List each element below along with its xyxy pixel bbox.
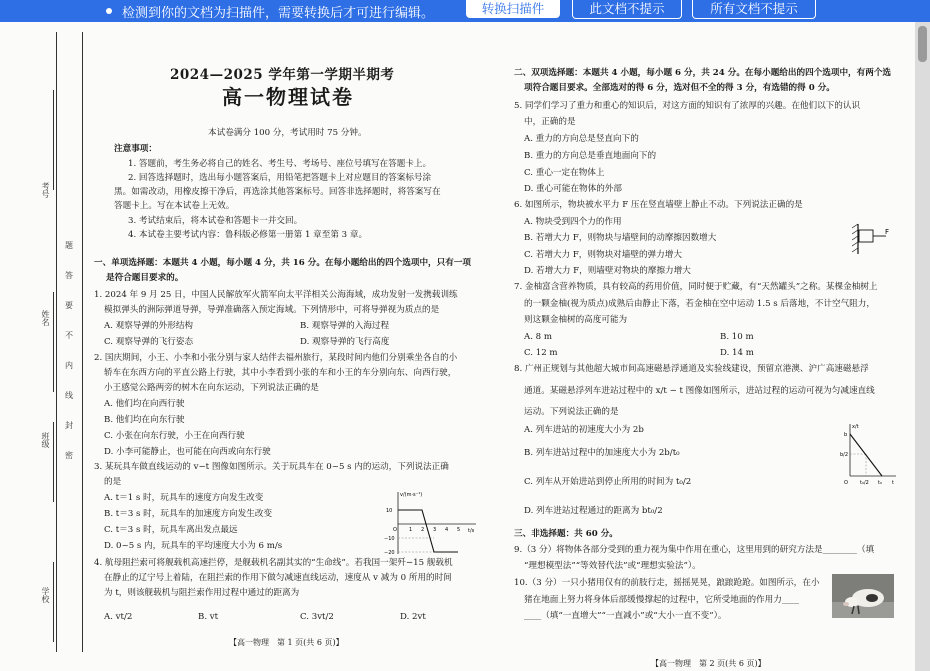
q3-ytick: 10 (386, 508, 393, 514)
q6-option-a: A. 物块受到四个力的作用 (524, 217, 622, 227)
q8-option-a: A. 列车进站的初速度大小为 2b (524, 425, 644, 435)
q7-stem: 则这颗金柚树的高度可能为 (524, 315, 628, 325)
name-underline (53, 292, 54, 392)
exam-subtitle: 本试卷满分 100 分，考试用时 75 分钟。 (208, 128, 367, 138)
q5-option-b: B. 重力的方向总是垂直地面向下的 (524, 151, 657, 161)
q4-option-b: B. vt (198, 612, 219, 622)
school-underline (53, 562, 54, 642)
page2-footer: 【高一物理 第 2 页(共 6 页)】 (651, 659, 766, 668)
q3-stem: 3. 某玩具车做直线运动的 v−t 图像如图所示。关于玩具车在 0~5 s 内的运动，下列说法正确 (94, 462, 449, 472)
binding-line-outer (56, 32, 57, 652)
seal-char: 内 (65, 361, 73, 370)
q5-stem: 中，正确的是 (524, 117, 576, 127)
q8-stem: 运动。下列说法正确的是 (524, 407, 619, 417)
q9-stem: 9.（3 分）将物体各部分受到的重力视为集中作用在重心，这里用到的研究方法是________（填 (514, 545, 875, 555)
q1-stem: 模拟弹头的洲际弹道导弹，导弹准确落入预定海域。下列情形中，可将导弹视为质点的是 (104, 305, 440, 315)
q6-option-c: C. 若增大力 F，则物块对墙壁的弹力增大 (524, 250, 682, 260)
q7-stem: 的一颗金柚(视为质点)成熟后由静止下落，若金柚在空中运动 1.5 s 后落地，不计空气阻力， (524, 299, 875, 309)
q2-option-c: C. 小张在向东行驶，小王在向西行驶 (104, 431, 245, 441)
exam-subject-title: 高一物理试卷 (222, 85, 354, 109)
q3-xtick: O (393, 527, 397, 533)
q3-xtick: 4 (445, 527, 449, 533)
class-label: 班级 (41, 432, 50, 448)
section1-heading-cont: 是符合题目要求的。 (106, 273, 184, 283)
q3-xtick: 1 (409, 527, 413, 533)
scrollbar-thumb[interactable] (918, 26, 927, 62)
note-line: 黑。如需改动，用橡皮擦干净后，再选涂其他答案标号。回答非选择题时，将答案写在 (114, 187, 441, 197)
q2-stem: 小王感觉公路两旁的树木在向东运动，下列说法正确的是 (104, 383, 319, 393)
exam-no-label: 考号 (41, 182, 50, 198)
q3-option-d: D. 0~5 s 内，玩具车的平均速度大小为 6 m/s (104, 541, 283, 551)
q7-stem: 7. 金柚富含营养物质，具有较高的药用价值，同时便于贮藏，有“天然罐头”之称。某棵金柚树上 (514, 282, 878, 292)
q8-label-t0: t₀ (878, 480, 882, 486)
q8-label-origin: O (844, 480, 848, 486)
exam-page (0, 22, 915, 671)
seal-char: 答 (65, 271, 73, 280)
q3-option-b: B. t＝3 s 时，玩具车的加速度方向发生改变 (104, 509, 273, 519)
section3-heading: 三、非选择题：共 60 分。 (514, 529, 618, 539)
convert-scan-button[interactable]: 转换扫描件 (466, 0, 560, 18)
page1-footer: 【高一物理 第 1 页(共 6 页)】 (229, 638, 344, 647)
school-label: 学校 (41, 587, 50, 603)
q1-option-a: A. 观察导弹的外形结构 (104, 321, 194, 331)
q6-force-label: F (885, 228, 890, 236)
q3-xtick: 5 (457, 527, 461, 533)
q9-stem: “理想模型法”“等效替代法”或“理想实验法”）。 (524, 561, 701, 571)
q5-option-d: D. 重心可能在物体的外部 (524, 184, 622, 194)
scan-notice-bar (0, 0, 930, 22)
q7-option-c: C. 12 m (524, 348, 558, 358)
q3-option-c: C. t＝3 s 时，玩具车离出发点最远 (104, 525, 238, 535)
q6-option-d: D. 若增大力 F，则墙壁对物块的摩擦力增大 (524, 266, 691, 276)
q8-option-b: B. 列车进站过程中的加速度大小为 2b/t₀ (524, 448, 680, 458)
q1-option-b: B. 观察导弹的入海过程 (300, 321, 390, 331)
seal-char: 封 (65, 421, 73, 430)
q3-xtick: 2 (421, 527, 425, 533)
section2-heading-cont: 项符合题目要求。全部选对的得 6 分，选对但不全的得 3 分，有选错的得 0 分。 (524, 83, 835, 93)
vertical-scrollbar[interactable] (915, 22, 930, 671)
q6-wall-figure (852, 222, 896, 256)
q8-xt-graph (840, 422, 898, 488)
q6-option-b: B. 若增大力 F，则物块与墙壁间的动摩擦因数增大 (524, 233, 717, 243)
q6-stem: 6. 如图所示，物块被水平力 F 压在竖直墙壁上静止不动。下列说法正确的是 (514, 200, 803, 210)
q10-stem: ____（填“一直增大”“一直减小”或“大小一直不变”）。 (524, 611, 727, 621)
q8-label-b-half: b/2 (840, 452, 849, 458)
q8-option-d: D. 列车进站过程通过的距离为 bt₀/2 (524, 506, 663, 516)
q3-option-a: A. t＝1 s 时，玩具车的速度方向发生改变 (104, 493, 264, 503)
q7-option-d: D. 14 m (720, 348, 754, 358)
q3-xlabel: t/s (468, 528, 475, 534)
q4-stem: 4. 航母阻拦索可将舰载机高速拦停，是舰载机名副其实的“生命线”。若我国一架歼−15 舰载机 (94, 558, 453, 568)
q4-stem: 为 t，则该舰载机与阻拦索作用过程中通过的距离为 (104, 588, 300, 598)
q3-vt-graph (384, 488, 480, 558)
q1-option-d: D. 观察导弹的飞行高度 (300, 337, 390, 347)
q8-xlabel: t (892, 480, 894, 486)
hide-for-document-button[interactable]: 此文档不提示 (572, 0, 682, 19)
q5-option-c: C. 重心一定在物体上 (524, 168, 605, 178)
q2-option-a: A. 他们均在向西行驶 (104, 399, 185, 409)
binding-line-inner (82, 32, 83, 652)
seal-char: 要 (65, 301, 73, 310)
q8-option-c: C. 列车从开始进站到停止所用的时间为 t₀/2 (524, 477, 692, 487)
q5-option-a: A. 重力的方向总是竖直向下的 (524, 134, 639, 144)
class-underline (53, 422, 54, 502)
note-line: 2. 回答选择题时，选出每小题答案后，用铅笔把答题卡上对应题目的答案标号涂 (128, 173, 432, 183)
q3-ytick: −20 (384, 550, 395, 556)
note-line: 3. 考试结束后，将本试卷和答题卡一并交回。 (128, 216, 303, 226)
seal-char: 不 (65, 331, 73, 340)
q3-ytick: −10 (384, 536, 395, 542)
q4-option-d: D. 2vt (400, 612, 426, 622)
q7-option-b: B. 10 m (720, 332, 754, 342)
q10-stem: 10.（3 分）一只小猪用仅有的前肢行走，摇摇晃晃，踉踉跄跄。如图所示，在小 (514, 578, 820, 588)
q8-label-b: b (844, 432, 848, 438)
notes-title: 注意事项： (114, 144, 157, 154)
section1-heading: 一、单项选择题：本题共 4 小题，每小题 4 分，共 16 分。在每小题给出的四个选项中，只有一项 (94, 258, 472, 268)
scan-notice-message: 检测到你的文档为扫描件，需要转换后才可进行编辑。 (122, 5, 435, 21)
q2-stem: 轿车在东西方向的平直公路上行驶，其中小李看到小张的车和小王的车分别向东、向西行驶， (104, 368, 457, 378)
q4-option-a: A. vt/2 (104, 612, 133, 622)
seal-char: 题 (65, 241, 73, 250)
q7-option-a: A. 8 m (524, 332, 553, 342)
q2-stem: 2. 国庆期间，小王、小李和小张分别与家人结伴去福州旅行，某段时间内他们分别乘坐各自的小 (94, 353, 458, 363)
q3-ylabel: v/(m·s⁻¹) (400, 492, 423, 498)
q4-stem: 在静止的辽宁号上着陆，在阻拦索的作用下做匀减速直线运动，速度从 v 减为 0 所用的时间 (104, 573, 452, 583)
q1-option-c: C. 观察导弹的飞行姿态 (104, 337, 194, 347)
q1-stem: 1. 2024 年 9 月 25 日，中国人民解放军火箭军向太平洋相关公海海域，成功发射一发携载训练 (94, 290, 458, 300)
q8-ylabel: x/t (852, 424, 859, 430)
q8-stem: 8. 广州正规划与其他超大城市间高速磁悬浮通道及实验线建设，预留京港澳、沪广高速磁悬浮 (514, 364, 869, 374)
seal-char: 线 (65, 391, 73, 400)
q10-pig-photo (832, 574, 894, 618)
note-line: 答题卡上。写在本试卷上无效。 (114, 201, 235, 211)
note-line: 4. 本试卷主要考试内容：鲁科版必修第一册第 1 章至第 3 章。 (128, 230, 368, 240)
section2-heading: 二、双项选择题：本题共 4 小题，每小题 6 分，共 24 分。在每小题给出的四个选项中，有两个选 (514, 68, 892, 78)
seal-char: 密 (65, 451, 73, 460)
note-line: 1. 答题前，考生务必将自己的姓名、考生号、考场号、座位号填写在答题卡上。 (128, 159, 432, 169)
q4-option-c: C. 3vt/2 (300, 612, 334, 622)
hide-for-all-button[interactable]: 所有文档不提示 (692, 0, 816, 19)
q5-stem: 5. 同学们学习了重力和重心的知识后，对这方面的知识有了浓厚的兴趣。在他们以下的认识 (514, 101, 861, 111)
q3-xtick: 3 (433, 527, 437, 533)
bullet-dot-icon (106, 8, 112, 14)
q2-option-d: D. 小李可能静止，也可能在向西或向东行驶 (104, 447, 271, 457)
name-label: 姓名 (41, 310, 50, 326)
q2-option-b: B. 他们均在向东行驶 (104, 415, 185, 425)
q10-stem: 猪在地面上努力将身体后部缓慢撑起的过程中，它所受地面的作用力____ (524, 595, 800, 605)
q8-stem: 通道。某磁悬浮列车进站过程中的 x/t − t 图像如图所示，进站过程的运动可视为匀减速直线 (524, 386, 875, 396)
exam-year-title: 2024—2025 学年第一学期半期考 (170, 67, 395, 83)
exam-no-underline (53, 90, 54, 190)
q8-label-t0-half: t₀/2 (860, 480, 869, 486)
q3-stem: 的是 (104, 477, 122, 487)
